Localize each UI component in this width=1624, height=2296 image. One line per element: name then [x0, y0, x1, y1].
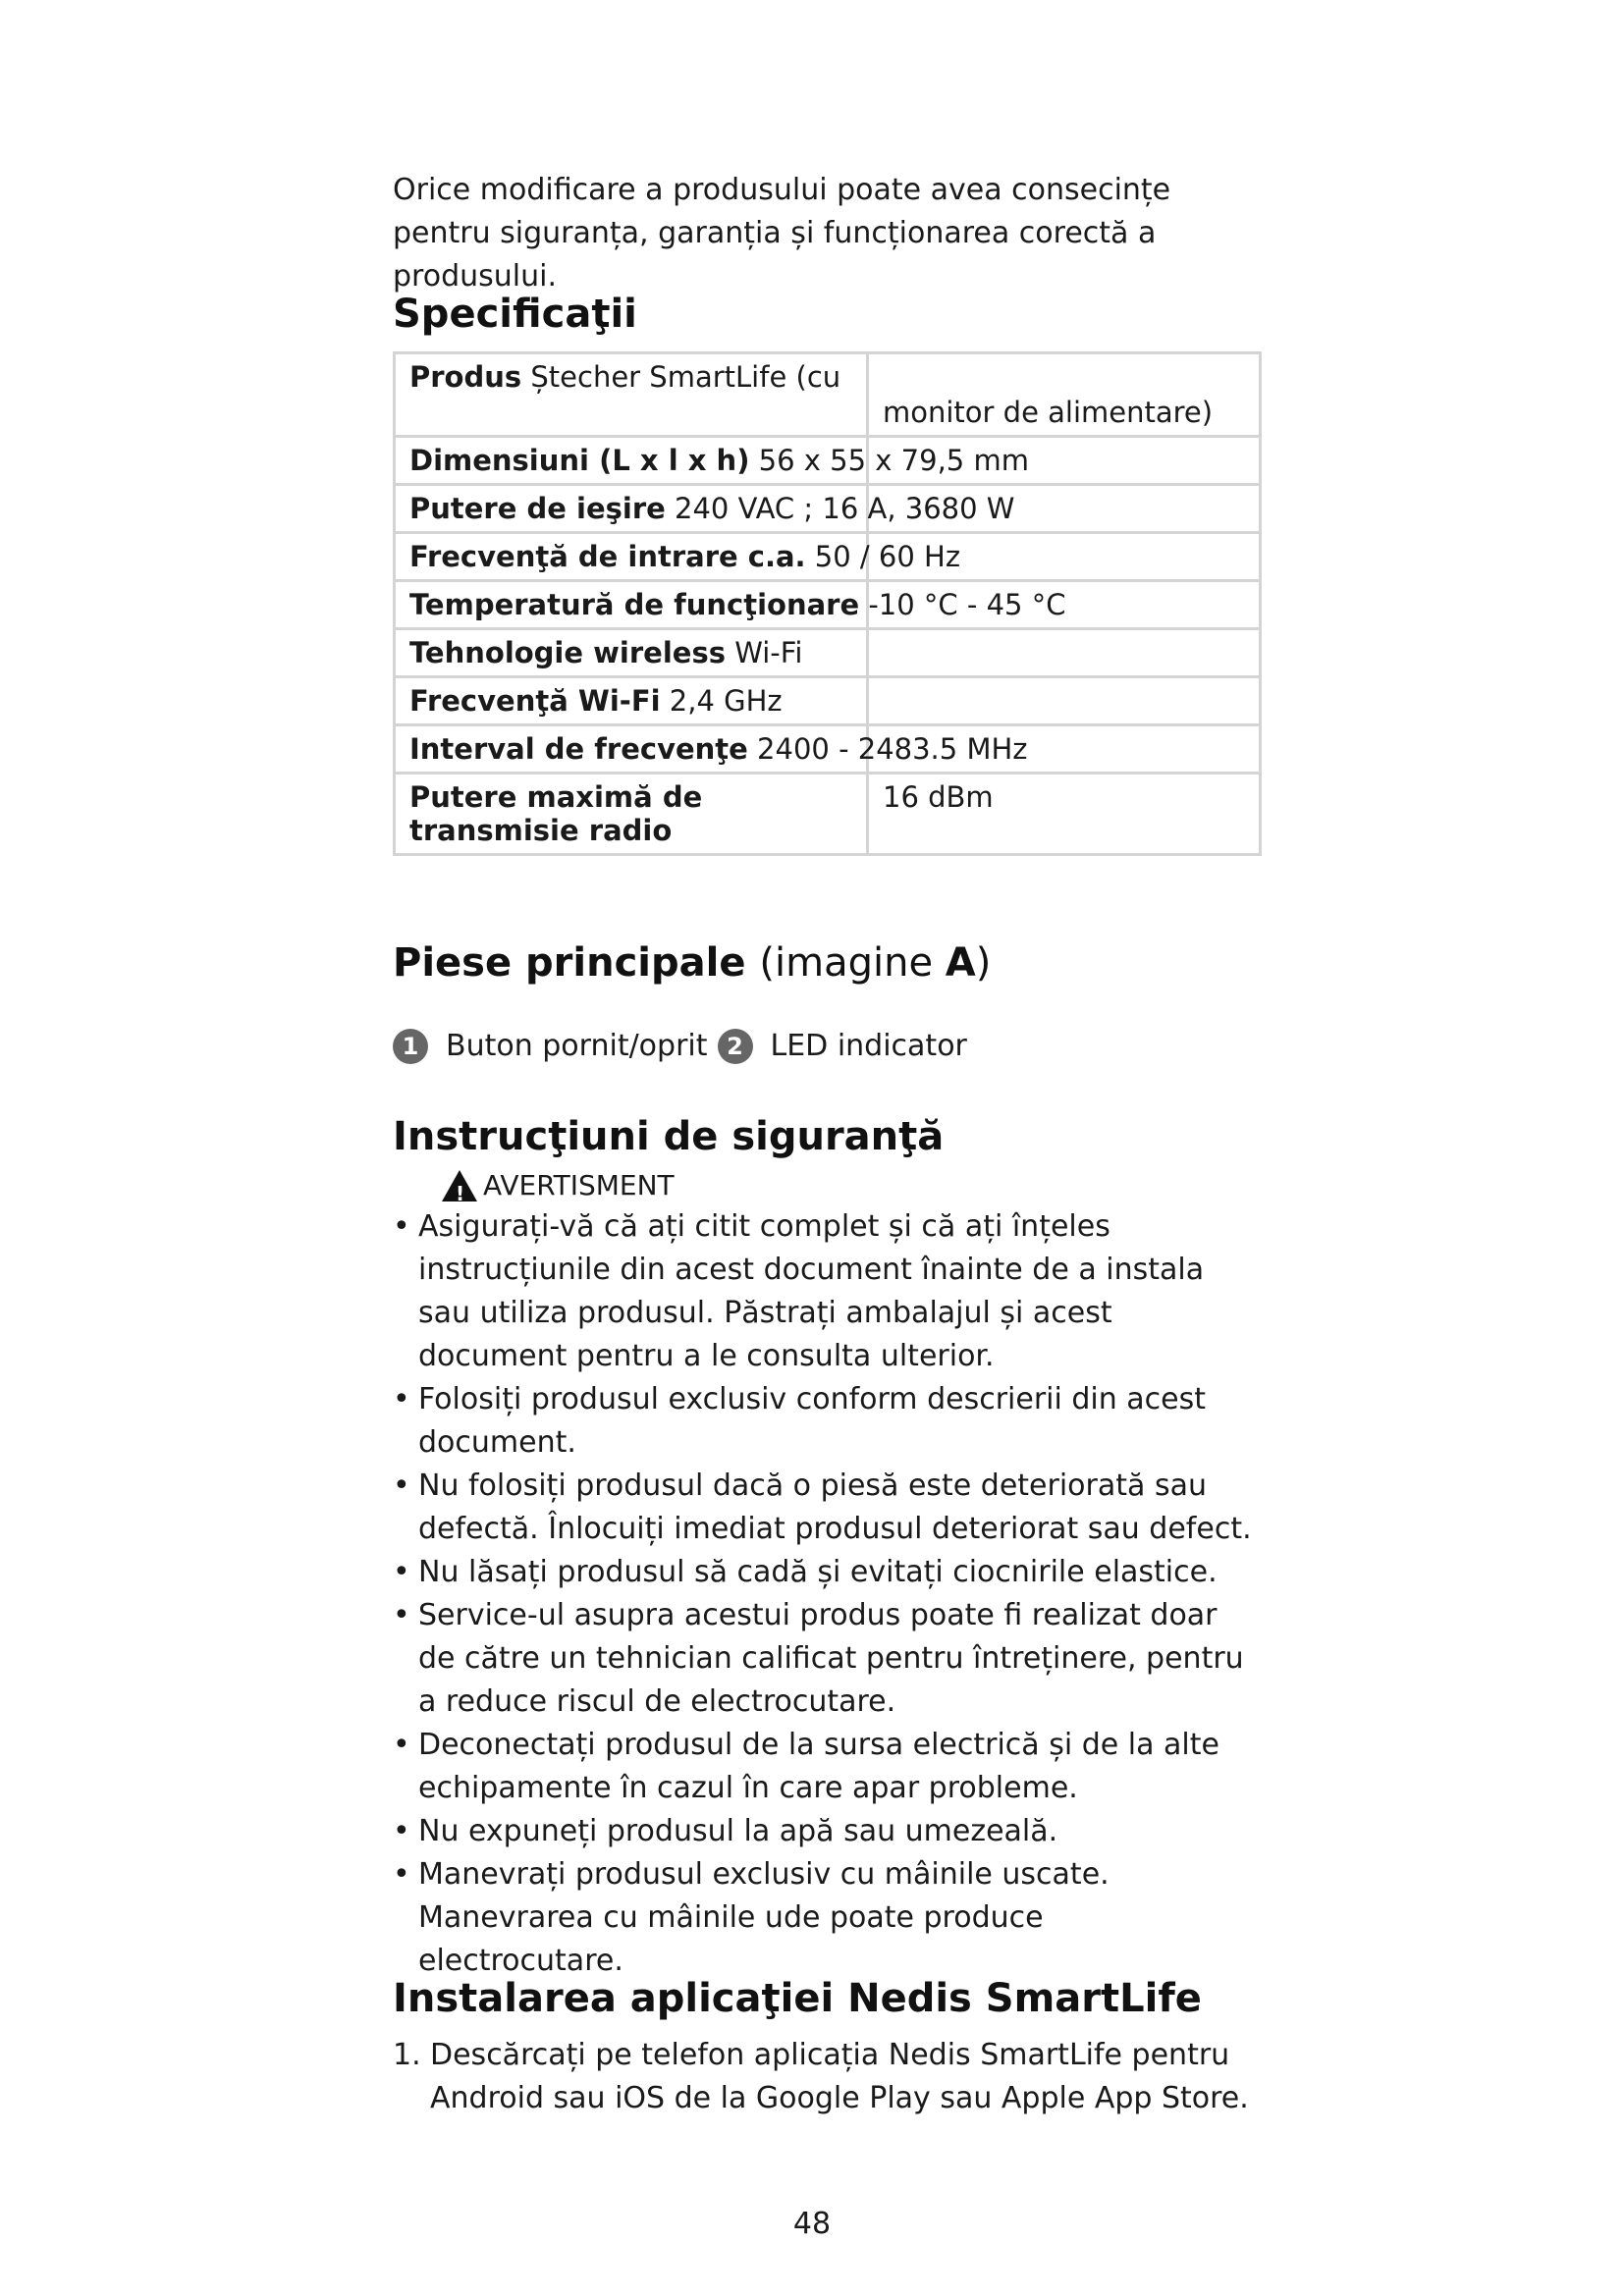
spec-cell: [868, 774, 1261, 855]
warning-label: [442, 1168, 675, 1203]
list-item: • Nu expuneți produsul la apă sau umezeală.: [393, 1810, 1257, 1853]
spec-label: Frecvenţă Wi-Fi: [409, 684, 661, 718]
spec-label: Putere maximă de transmisie radio: [409, 780, 703, 847]
install-heading: Instalarea aplicaţiei Nedis SmartLife: [393, 1976, 1202, 2021]
spec-value: monitor de alimentare): [883, 396, 1214, 429]
spec-cell-empty: [868, 629, 1261, 677]
table-row: [395, 677, 1261, 725]
spec-label: Dimensiuni (L x l x h): [409, 444, 750, 477]
spec-cell: [395, 774, 868, 855]
part-label: LED indicator: [770, 1029, 967, 1063]
spec-value: 2,4 GHz: [669, 684, 783, 718]
spec-value: 2400 - 2483.5 MHz: [757, 732, 1028, 766]
specifications-table: [393, 351, 1262, 856]
table-row: [395, 725, 1261, 774]
spec-value: 240 VAC ; 16 A, 3680 W: [675, 492, 1015, 525]
safety-list: [393, 1205, 1257, 1983]
list-item: • Manevrați produsul exclusiv cu mâinile uscate. Manevrarea cu mâinile ude poate produce electrocutare.: [393, 1853, 1257, 1983]
spec-value: Ștecher SmartLife (cu: [530, 360, 841, 394]
part-label: Buton pornit/oprit: [446, 1029, 708, 1063]
spec-label: Frecvenţă de intrare c.a.: [409, 540, 806, 573]
step-text: Descărcați pe telefon aplicația Nedis SmartLife pentru Android sau iOS de la Google Play sau Apple App Store.: [430, 2038, 1249, 2115]
warning-triangle-icon: [442, 1170, 477, 1201]
spec-label: Interval de frecvenţe: [409, 732, 748, 766]
spec-value: Wi-Fi: [734, 636, 803, 669]
list-item: • Deconectați produsul de la sursa electrică și de la alte echipamente în cazul în care apar probleme.: [393, 1724, 1257, 1810]
table-row: [395, 629, 1261, 677]
spec-cell-empty: [868, 677, 1261, 725]
spec-cell: [395, 533, 961, 581]
safety-heading: Instrucţiuni de siguranţă: [393, 1114, 945, 1159]
table-row: [395, 485, 1261, 533]
table-row: [395, 353, 1261, 437]
subtitle-post: ): [975, 940, 992, 986]
subtitle-pre: (imagine: [759, 940, 946, 986]
list-item: • Nu lăsați produsul să cadă și evitați ciocnirile elastice.: [393, 1551, 1257, 1594]
specifications-heading: Specificaţii: [393, 292, 637, 337]
spec-label: Temperatură de funcţionare: [409, 588, 860, 621]
list-item: [393, 2034, 1257, 2120]
spec-value: -10 °C - 45 °C: [868, 588, 1066, 621]
list-item: • Nu folosiți produsul dacă o piesă este deteriorată sau defectă. Înlocuiți imediat produsul deteriorat sau defect.: [393, 1465, 1257, 1551]
table-row: [395, 437, 1261, 485]
table-row: [395, 581, 1261, 629]
table-row: [395, 774, 1261, 855]
spec-cell: [868, 353, 1261, 437]
main-parts-title: Piese principale: [393, 940, 746, 986]
step-number: 1.: [393, 2038, 421, 2072]
spec-value: 56 x 55 x 79,5 mm: [758, 444, 1029, 477]
parts-list: [393, 1027, 967, 1066]
list-item: • Folosiți produsul exclusiv conform descrierii din acest document.: [393, 1378, 1257, 1465]
spec-label: Produs: [409, 360, 522, 394]
install-steps: [393, 2034, 1257, 2120]
spec-label: Tehnologie wireless: [409, 636, 726, 669]
page-number: 48: [792, 2207, 832, 2241]
part-number-badge: 1: [393, 1029, 428, 1064]
spec-cell: [395, 629, 868, 677]
spec-value: 16 dBm: [883, 780, 994, 814]
spec-cell: [395, 485, 1015, 533]
spec-label: Putere de ieşire: [409, 492, 666, 525]
spec-cell: [395, 581, 1066, 629]
spec-cell: [395, 677, 868, 725]
main-parts-subtitle: [759, 940, 991, 986]
spec-value: 50 / 60 Hz: [814, 540, 961, 573]
spec-cell: [395, 437, 1029, 485]
subtitle-bold: A: [945, 940, 976, 986]
warning-text: AVERTISMENT: [483, 1169, 675, 1201]
spec-cell: [395, 725, 1028, 774]
intro-paragraph: Orice modificare a produsului poate avea consecințe pentru siguranța, garanția și funcționarea corectă a produsului.: [393, 173, 1171, 294]
main-parts-heading: [393, 937, 991, 988]
spec-cell: [395, 353, 868, 437]
list-item: • Asigurați-vă că ați citit complet și că ați înțeles instrucțiunile din acest document înainte de a instala sau utiliza produsul. Păstrați ambalajul și acest document pentru a le consulta ulterior.: [393, 1205, 1257, 1378]
list-item: • Service-ul asupra acestui produs poate fi realizat doar de către un tehnician calificat pentru întreținere, pentru a reduce riscul de electrocutare.: [393, 1594, 1257, 1724]
part-number-badge: 2: [718, 1029, 753, 1064]
table-row: [395, 533, 1261, 581]
